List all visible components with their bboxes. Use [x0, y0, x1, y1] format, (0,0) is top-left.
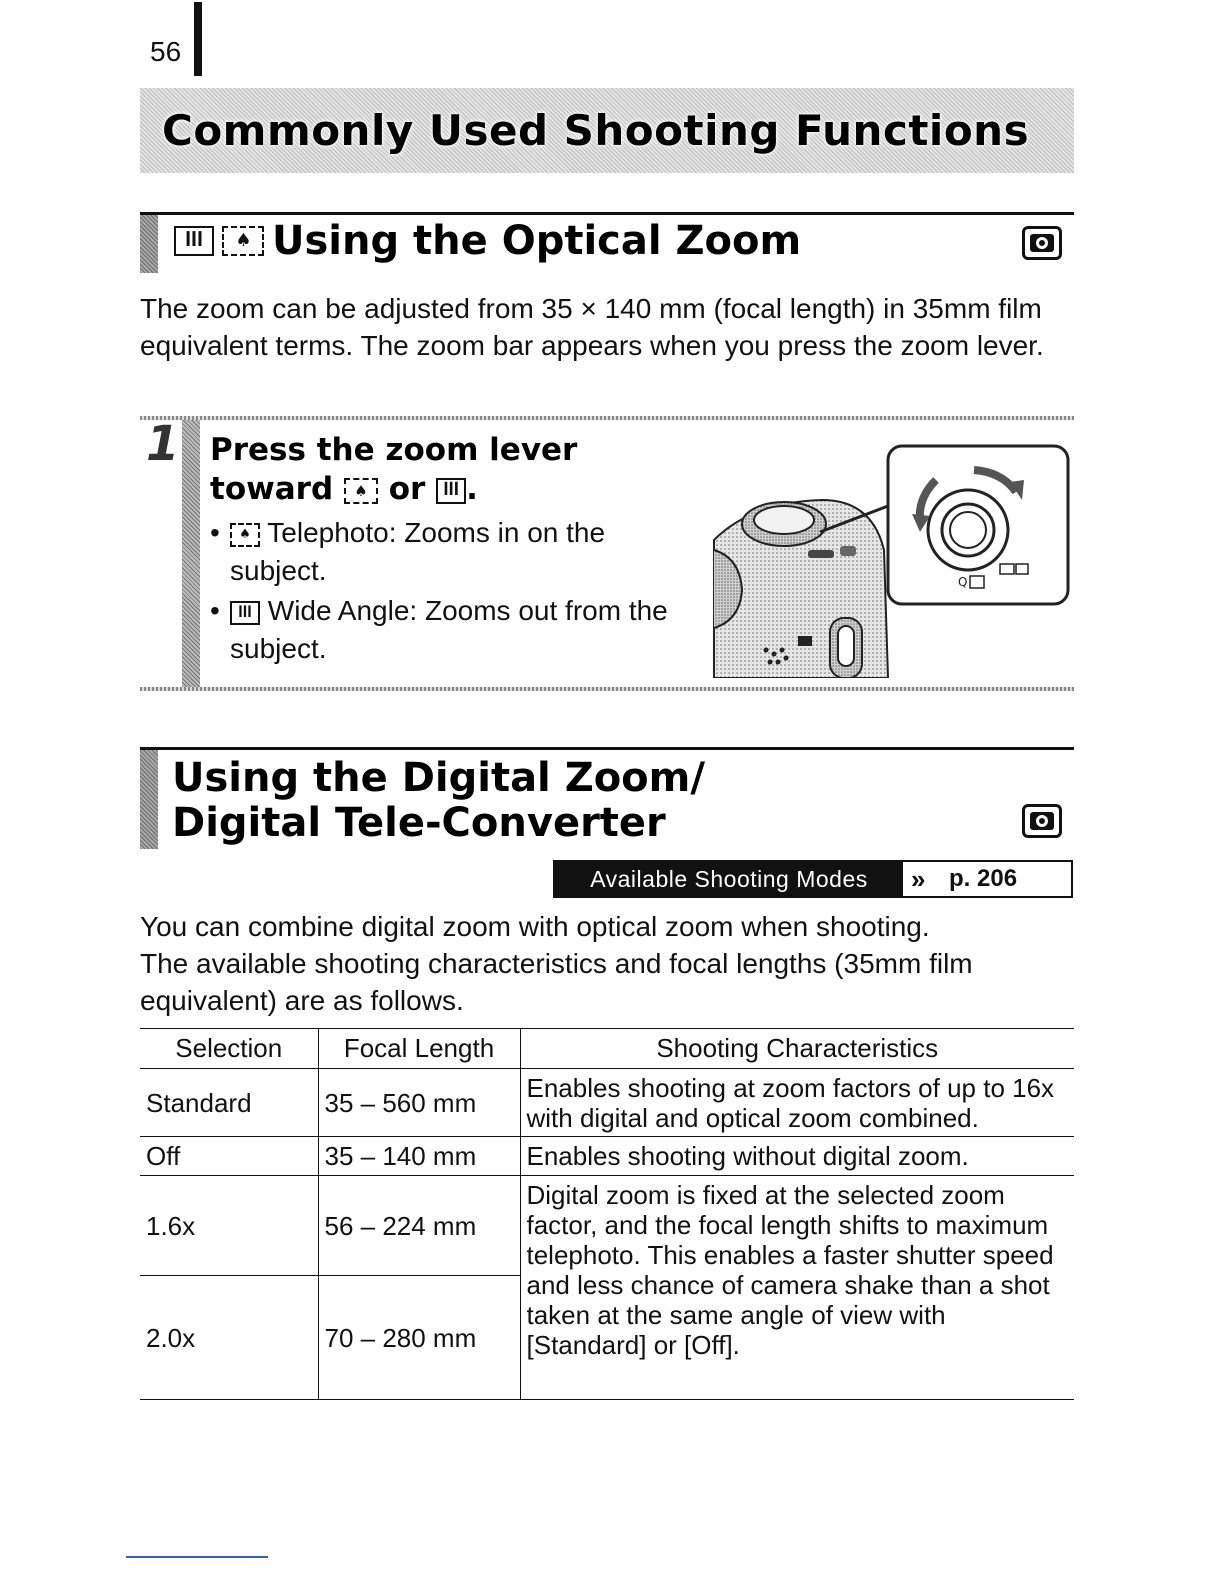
table-row [140, 1069, 1074, 1137]
section-marker-optical [140, 215, 158, 273]
table-cell-selection: Off [140, 1137, 318, 1176]
bullet-telephoto-text: Telephoto: Zooms in on the subject. [230, 517, 606, 586]
camera-mode-icon [1022, 226, 1062, 260]
section-rule-optical [140, 212, 1074, 215]
table-cell-characteristics: Enables shooting without digital zoom. [520, 1137, 1074, 1176]
chapter-title: Commonly Used Shooting Functions [162, 106, 1030, 155]
telephoto-icon: ♠ [222, 226, 264, 256]
digital-intro-2: The available shooting characteristics and focal lengths (35mm film equivalent) are as follows. [140, 948, 973, 1016]
table-cell-selection: 2.0x [140, 1276, 318, 1400]
svg-text:Q: Q [958, 575, 968, 589]
table-cell-selection: 1.6x [140, 1176, 318, 1276]
step-title-toward: toward [210, 471, 334, 507]
step-title-line2 [210, 471, 478, 507]
page-reference-arrow-icon: » [911, 864, 926, 894]
camera-mode-icon [1022, 804, 1062, 838]
page-number-bar [194, 2, 202, 76]
table-cell-characteristics: Digital zoom is fixed at the selected zoom factor, and the focal length shifts to maximum telephoto. This enables a faster shutter speed and less chance of camera shake than a shot taken at the same angle of view with [Standard] or [Off]. [520, 1176, 1074, 1400]
step-title-or: or [388, 471, 426, 507]
section-marker-digital [140, 750, 158, 849]
digital-zoom-table [140, 1028, 1074, 1400]
available-shooting-modes-link[interactable] [553, 860, 1073, 898]
table-row [140, 1137, 1074, 1176]
telephoto-icon: ♠ [230, 523, 260, 547]
page-number: 56 [150, 36, 182, 67]
wide-angle-icon: ꟾꟾꟾ [230, 601, 260, 625]
step-number: 1 [146, 416, 180, 472]
optical-zoom-title: Using the Optical Zoom [272, 218, 802, 264]
step-title-line1: Press the zoom lever [210, 432, 578, 468]
telephoto-icon: ♠ [344, 478, 378, 504]
optical-heading-icons [174, 226, 264, 260]
table-cell-focal: 56 – 224 mm [318, 1176, 520, 1276]
bullet-wide: • ꟾꟾꟾ Wide Angle: Zooms out from the subject. [210, 595, 668, 664]
digital-title-line1: Using the Digital Zoom/ [172, 755, 705, 801]
bullet-telephoto: • ♠ Telephoto: Zooms in on the subject. [210, 517, 606, 586]
section-rule-digital [140, 747, 1074, 750]
table-cell-focal: 70 – 280 mm [318, 1276, 520, 1400]
digital-intro-1: You can combine digital zoom with optical zoom when shooting. [140, 911, 930, 942]
table-header: Shooting Characteristics [520, 1029, 1074, 1069]
step-marker [182, 420, 200, 687]
wide-angle-icon: ꟾꟾꟾ [174, 226, 214, 256]
step-title-period: . [466, 471, 478, 507]
wide-angle-icon: ꟾꟾꟾ [436, 478, 466, 504]
table-row [140, 1176, 1074, 1276]
bullet-wide-text: Wide Angle: Zooms out from the subject. [230, 595, 668, 664]
available-shooting-modes-label: Available Shooting Modes [555, 862, 903, 896]
zoom-lever-illustration [712, 440, 1074, 678]
page-reference[interactable]: p. 206 [949, 865, 1018, 892]
footer-line [126, 1556, 268, 1558]
optical-description: The zoom can be adjusted from 35 × 140 mm (focal length) in 35mm film equivalent terms. The zoom bar appears when you press the zoom lever. [140, 293, 1044, 361]
table-cell-selection: Standard [140, 1069, 318, 1137]
table-header-row [140, 1029, 1074, 1069]
table-header: Selection [140, 1029, 318, 1069]
digital-zoom-title [172, 756, 705, 846]
step-box-top-border [140, 416, 1074, 420]
table-header: Focal Length [318, 1029, 520, 1069]
table-cell-focal: 35 – 560 mm [318, 1069, 520, 1137]
digital-title-line2: Digital Tele-Converter [172, 800, 666, 846]
table-cell-focal: 35 – 140 mm [318, 1137, 520, 1176]
step-box-bottom-border [140, 687, 1074, 691]
table-cell-characteristics: Enables shooting at zoom factors of up to 16x with digital and optical zoom combined. [520, 1069, 1074, 1137]
